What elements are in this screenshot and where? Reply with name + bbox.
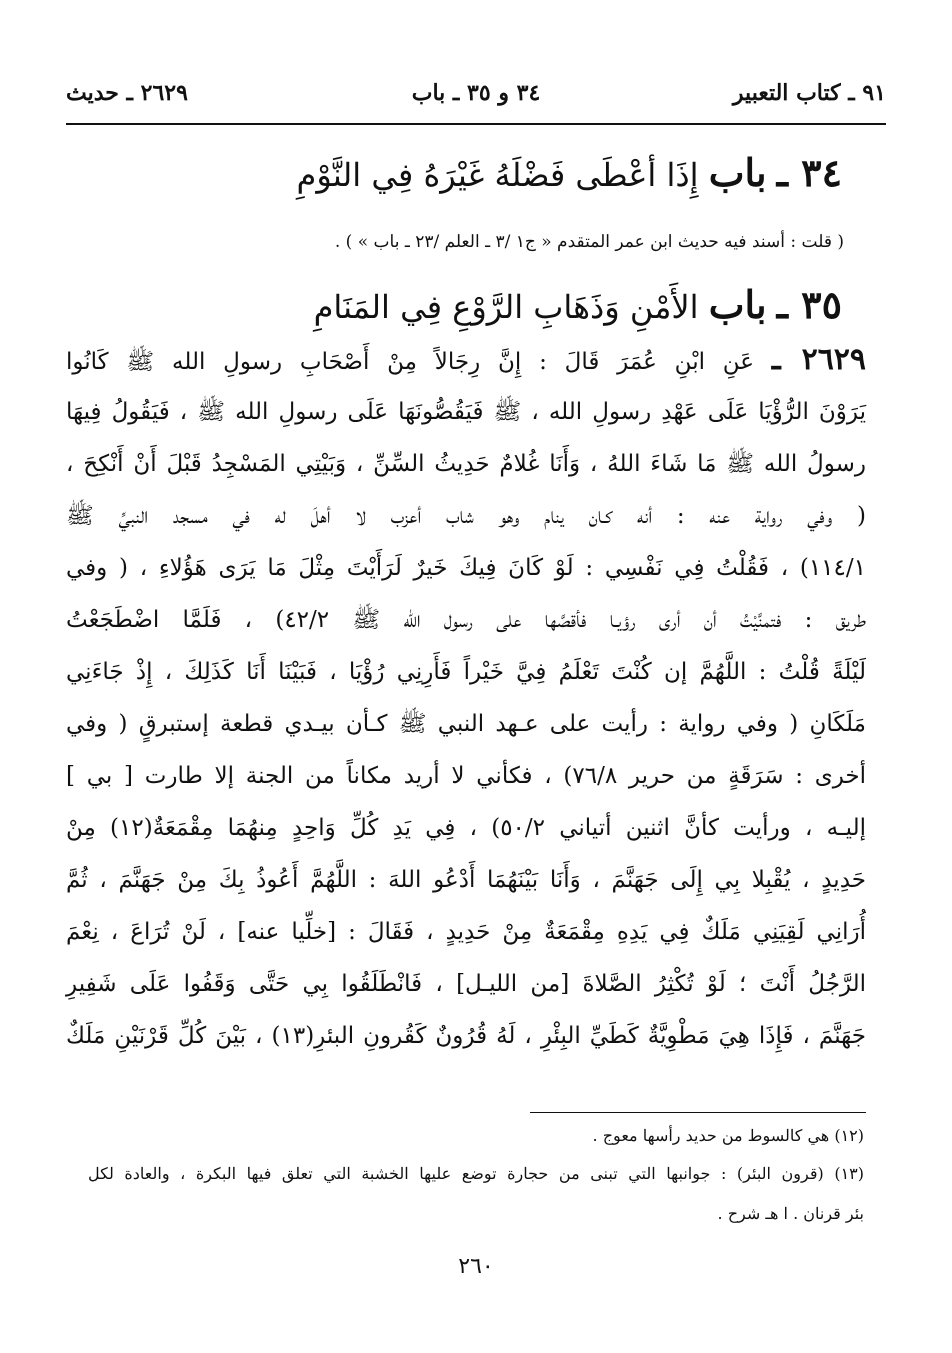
chapter-35-number: ٣٥ ـ: [776, 282, 842, 327]
chapter-35-title: الأَمْنِ وَذَهَابِ الرَّوْعِ فِي المَنَامِ: [313, 288, 699, 326]
editor-note: ( قلت : أسند فيه حديث ابن عمر المتقدم « ج١ /٣ ـ العلم /٢٣ ـ باب » ) .: [334, 232, 844, 252]
hadith-line: يَرَوْنَ الرُّؤْيَا عَلَى عَهْدِ رسولِ الله ، ﷺ فَيَقُصُّونَهَا عَلَى رسولِ الله ﷺ ، فَيَقُولُ فِيهَا: [66, 399, 866, 425]
chapter-34-title: إِذَا أعْطَى فَضْلَهُ غَيْرَهُ فِي النَّوْمِ: [296, 156, 699, 194]
hadith-line: رسولُ الله ﷺ مَا شَاءَ اللهُ ، وَأَنَا غُلامٌ حَدِيثُ السِّنِّ ، وَبَيْتِي المَسْجِدُ قَبْلَ أَنْ أَنْكِحَ ،: [66, 451, 866, 477]
hadith-first-line: [66, 340, 866, 382]
hadith-line: طريق : فتمنَّيْتُ أن أرى رؤيـا فأقصَّها على رسول الله ﷺ ٤٢/٢) ، فَلَمَّا اضْطَجَعْتُ: [66, 607, 867, 633]
chapter-34-heading: [297, 150, 843, 195]
chapter-34-number: ٣٤ ـ: [776, 150, 842, 195]
chapter-35-bab-label: باب: [708, 282, 767, 327]
hadith-line: أخرى : سَرَقَةٍ من حرير ٧٦/٨) ، فكأني لا أريد مكاناً من الجنة إلا طارت [ بي ]: [66, 763, 866, 789]
footnote-13-continued: بئر قرنان . ا هـ شرح .: [717, 1204, 864, 1223]
hadith-line: ( وفي رواية عنه : أنه كـان ينام وهو شاب أعزب لا أهلَ له في مسجد النبيِّ ﷺ: [66, 503, 866, 529]
chapter-35-heading: [314, 282, 842, 327]
hadith-first-line-text: عَنِ ابْنِ عُمَرَ قَالَ : إِنَّ رِجَالاً مِنْ أَصْحَابِ رسولِ الله ﷺ كَانُوا: [66, 349, 755, 375]
hadith-line: الرَّجُلُ أَنْتَ ؛ لَوْ تُكْثِرُ الصَّلاةَ [من الليـل] ، فَانْطَلَقُوا بِي حَتَّى وَقَفُوا عَلَى شَفِيرِ: [66, 971, 866, 997]
running-header: [66, 80, 886, 114]
page-number: ٢٦٠: [458, 1254, 494, 1279]
footnote-divider: [530, 1112, 866, 1113]
hadith-line: إليـه ، ورأيت كأنَّ اثنين أتياني ٥٠/٢) ، فِي يَدِ كُلِّ وَاحِدٍ مِنهُمَا مِقْمَعَةٌ(١٢) مِنْ: [66, 815, 866, 841]
hadith-number: ٢٦٢٩ ـ: [771, 342, 867, 377]
footnote-13: (١٣) (قرون البئر) : جوانبها التي تبنى من حجارة توضع عليها الخشبة التي تعلق فيها البكرة ، والعادة لكل: [88, 1164, 864, 1183]
footnote-12: (١٢) هي كالسوط من حديد رأسها معوج .: [592, 1126, 864, 1145]
header-divider: [66, 123, 886, 125]
header-hadith-range: ٢٦٢٩ ـ حديث: [66, 80, 188, 106]
hadith-line: حَدِيدٍ ، يُقْبِلا بِي إِلَى جَهَنَّمَ ، وَأَنَا بَيْنَهُمَا أَدْعُو اللهَ : اللَّهُمَّ أَعُوذُ بِكَ مِنْ جَهَنَّمَ ، ثُمَّ: [66, 867, 866, 893]
hadith-line: لَيْلَةً قُلْتُ : اللَّهُمَّ إن كُنْتَ تَعْلَمُ فِيَّ خَيْراً فَأَرِنِي رُؤْيَا ، فَبَيْنَا أَنَا كَذَلِكَ ، إِذْ جَاءَنِي: [66, 659, 866, 685]
hadith-line: مَلَكَانِ ( وفي رواية : رأيت على عـهد النبي ﷺ كـأن بيـدي قطعة إستبرقٍ ( وفي: [66, 711, 866, 737]
hadith-line: ١١٤/١) ، فَقُلْتُ فِي نَفْسِي : لَوْ كَانَ فِيكَ خَيرٌ لَرَأَيْتَ مِثْلَ مَا يَرَى هَؤُلاءِ ، ( وفي: [66, 555, 866, 581]
hadith-line: جَهَنَّمَ ، فَإِذَا هِيَ مَطْوِيَّةٌ كَطَيِّ البِئْرِ ، لَهُ قُرُونٌ كَقُرونِ البئرِ(١٣) ، بَيْنَ كُلِّ قَرْنَيْنِ مَلَكٌ: [66, 1023, 867, 1049]
hadith-line: أُرَانِي لَقِيَنِي مَلَكٌ فِي يَدِهِ مِقْمَعَةٌ مِنْ حَدِيدٍ ، فَقَالَ : [خلِّيا عنه] ، لَنْ تُرَاعَ ، نِعْمَ: [66, 919, 866, 945]
chapter-34-bab-label: باب: [708, 150, 767, 195]
header-book-title: ٩١ ـ كتاب التعبير: [732, 80, 886, 106]
header-chapter-range: ٣٤ و ٣٥ ـ باب: [411, 80, 541, 106]
